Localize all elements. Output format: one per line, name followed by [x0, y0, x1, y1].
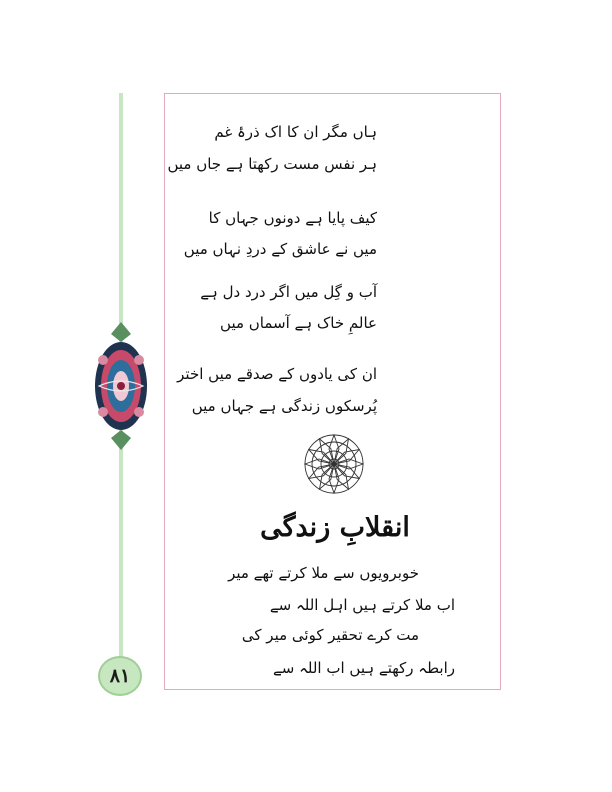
verse-line: عالمِ خاک ہے آسماں میں: [220, 314, 377, 332]
verse-line: آب و گِل میں اگر درد دل ہے: [200, 283, 377, 301]
verse-line: ہاں مگر ان کا اک ذرۂ غم: [214, 123, 377, 141]
verse-line: کیف پایا ہے دونوں جہاں کا: [208, 209, 377, 227]
floral-ornament-icon: [93, 320, 149, 452]
verse-line: مت کرے تحقیر کوئی میر کی: [241, 626, 419, 644]
page-number: ۸۱: [98, 656, 142, 696]
verse-line: میں نے عاشق کے دردِ نہاں میں: [183, 240, 377, 258]
verse-line: خوبرویوں سے ملا کرتے تھے میر: [228, 564, 419, 582]
rosette-ornament-icon: [302, 432, 366, 496]
verse-line: ہر نفس مست رکھتا ہے جاں میں: [167, 155, 377, 173]
verse-line: ان کی یادوں کے صدقے میں اختر: [177, 365, 377, 383]
section-title: انقلابِ زندگی: [260, 512, 410, 543]
verse-line: رابطہ رکھتے ہیں اب اللہ سے: [272, 659, 455, 677]
verse-line: اب ملا کرتے ہیں اہل اللہ سے: [269, 596, 455, 614]
verse-line: پُرسکوں زندگی ہے جہاں میں: [191, 397, 377, 415]
